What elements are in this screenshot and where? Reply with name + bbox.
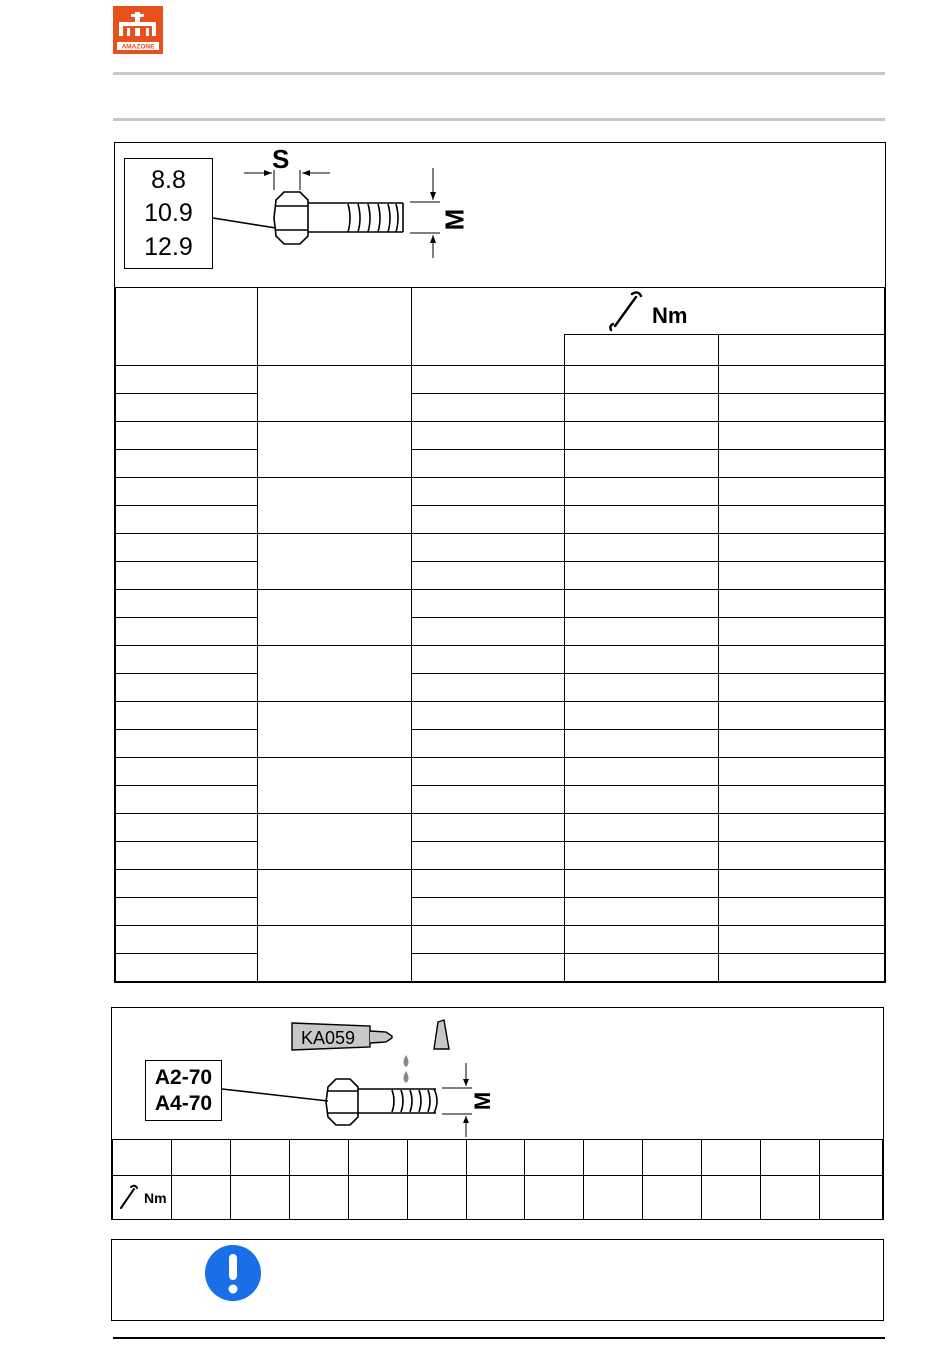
table-row xyxy=(116,758,885,786)
table-row xyxy=(116,870,885,898)
table-row xyxy=(116,618,885,646)
thread-label-m: M xyxy=(439,208,470,231)
table-row xyxy=(116,534,885,562)
stainless-bolt-drawing xyxy=(220,1015,510,1140)
header-cell-size xyxy=(116,288,258,366)
table-row xyxy=(116,926,885,954)
torque-table xyxy=(115,287,885,982)
stainless-torque-row xyxy=(113,1176,883,1220)
table-row xyxy=(116,478,885,506)
subheader-cell-12-9 xyxy=(719,335,885,366)
grade-12-9: 12.9 xyxy=(144,232,193,261)
table-row xyxy=(116,450,885,478)
table-row xyxy=(116,422,885,450)
grade-a4-70: A4-70 xyxy=(154,1092,213,1116)
footer-rule xyxy=(113,1337,885,1339)
threadlocker-label: KA059 xyxy=(301,1028,356,1048)
grade-a2-70: A2-70 xyxy=(154,1065,213,1089)
brand-text: AMAZONE xyxy=(121,43,155,51)
width-label-s: S xyxy=(272,144,290,174)
header-rule xyxy=(113,72,885,75)
header-cell-s xyxy=(257,288,411,366)
table-header-row xyxy=(116,288,885,335)
small-wrench-icon xyxy=(117,1184,139,1212)
stainless-thread-label-m: M xyxy=(470,1091,496,1111)
table-row xyxy=(116,590,885,618)
stainless-grade-box xyxy=(145,1060,222,1121)
grade-10-9: 10.9 xyxy=(144,199,193,227)
subheader-cell-8-8 xyxy=(411,335,565,366)
stainless-torque-label-cell xyxy=(113,1176,172,1220)
table-row xyxy=(116,674,885,702)
subheader-cell-10-9 xyxy=(565,335,719,366)
table-row xyxy=(116,506,885,534)
table-row xyxy=(116,702,885,730)
table-row xyxy=(116,842,885,870)
table-row xyxy=(116,786,885,814)
stainless-table xyxy=(112,1139,883,1220)
table-row xyxy=(116,562,885,590)
table-row xyxy=(116,730,885,758)
table-row xyxy=(116,366,885,394)
section-rule xyxy=(113,118,885,121)
unit-nm-label: Nm xyxy=(652,303,688,328)
table-row xyxy=(116,814,885,842)
table-row xyxy=(116,394,885,422)
table-row xyxy=(116,954,885,982)
stainless-unit-nm: Nm xyxy=(144,1190,167,1206)
header-cell-torque xyxy=(411,288,884,335)
table-row xyxy=(116,646,885,674)
table-row xyxy=(116,898,885,926)
exclamation-icon xyxy=(204,1244,262,1302)
amazone-logo xyxy=(113,6,163,54)
stainless-size-row xyxy=(113,1140,883,1176)
grade-8-8: 8.8 xyxy=(151,165,186,194)
